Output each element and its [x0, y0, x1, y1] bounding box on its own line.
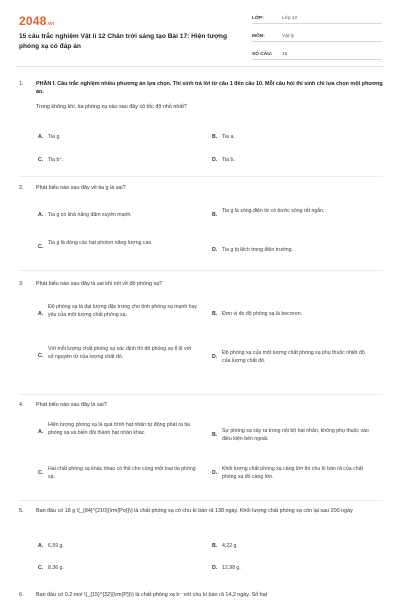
option-letter: C.: [38, 565, 44, 571]
question-separator: [19, 270, 383, 271]
option-c[interactable]: [38, 565, 198, 573]
question-separator: [19, 176, 383, 177]
question-4: [19, 401, 385, 409]
question-text: Trong không khí, tia phóng xạ nào sau đây có tốc độ nhỏ nhất?: [36, 103, 187, 110]
question-number: 3.: [19, 281, 24, 287]
option-c[interactable]: [38, 157, 198, 165]
question-1: [19, 80, 385, 111]
option-a[interactable]: [38, 422, 198, 437]
option-text: 6,59 g.: [48, 543, 64, 549]
question-separator: [19, 500, 383, 501]
option-text: Đơn vị đo độ phóng xạ là becơren.: [222, 311, 303, 317]
section-instructions: PHẦN I. Câu trắc nghiệm nhiều phương án lựa chọn. Thí sinh trả lời từ câu 1 đến câu 10. Mỗi câu hỏi thí sinh chỉ lựa chọn một phương án.: [36, 81, 383, 96]
option-letter: A.: [38, 429, 44, 435]
option-letter: C.: [38, 470, 44, 476]
meta-panel: [252, 13, 382, 67]
question-5: [19, 507, 385, 515]
meta-subject: [252, 31, 382, 42]
option-d[interactable]: [212, 565, 372, 573]
option-text: 4,22 g.: [222, 543, 238, 549]
question-number: 6.: [19, 592, 24, 598]
option-b[interactable]: [212, 208, 372, 216]
option-text: Tia g.: [48, 134, 61, 140]
option-text: Tia g là sóng điện từ có bước sóng rất ngắn.: [222, 208, 325, 214]
question-text: Phát biểu nào sau đây về tia g là sai?: [36, 185, 126, 191]
option-letter: D.: [212, 354, 218, 360]
question-text: Phát biểu nào sau đây là sai khi nói về độ phóng xạ?: [36, 281, 163, 287]
meta-class: [252, 13, 382, 24]
option-d[interactable]: [212, 350, 372, 365]
option-letter: D.: [212, 470, 218, 476]
option-text: Tia g bị lệch trong điện trường.: [222, 247, 293, 253]
option-letter: B.: [212, 134, 218, 140]
option-letter: B.: [212, 311, 218, 317]
question-6: [19, 591, 385, 599]
option-text: Tia a.: [222, 134, 235, 140]
option-letter: C.: [38, 353, 44, 359]
option-b[interactable]: [212, 134, 372, 142]
option-b[interactable]: [212, 311, 372, 319]
option-text: Hiện tượng phóng xạ là quá trình hạt nhân tự động phát ra tia phóng xạ và biến đổi thành hạt nhân khác.: [48, 422, 190, 436]
meta-value: 15: [282, 51, 288, 57]
option-c[interactable]: [38, 466, 198, 481]
question-number: 4.: [19, 402, 24, 408]
option-text: Với mỗi lượng chất phóng xạ xác định thì độ phóng xạ tỉ lệ với số nguyên tử của lượng chất đó.: [48, 346, 192, 360]
option-c[interactable]: [38, 240, 188, 248]
option-c[interactable]: [38, 346, 198, 361]
meta-value: Lớp 12: [282, 15, 298, 21]
option-text: Độ phóng xạ là đại lượng đặc trưng cho tính phóng xạ mạnh hay yếu của một lượng chất phóng xạ.: [48, 304, 198, 318]
option-d[interactable]: [212, 466, 377, 481]
option-text: Độ phóng xạ của một lượng chất phóng xạ phụ thuộc nhiệt độ của lượng chất đó.: [222, 350, 365, 364]
option-letter: A.: [38, 311, 44, 317]
meta-count: [252, 49, 382, 60]
question-3: [19, 280, 385, 288]
option-text: Hai chất phóng xạ khác nhau có thể cho cùng một loại tia phóng xạ.: [48, 466, 196, 480]
question-number: 1.: [19, 81, 24, 87]
option-text: Tia g là dòng các hạt photon năng lượng cao.: [48, 240, 153, 246]
option-letter: C.: [38, 157, 44, 163]
option-d[interactable]: [212, 157, 372, 165]
option-letter: D.: [212, 247, 218, 253]
meta-label: MÔN:: [252, 33, 265, 39]
option-text: Tia g có khả năng đâm xuyên mạnh.: [48, 212, 132, 218]
option-letter: A.: [38, 212, 44, 218]
option-b[interactable]: [212, 543, 372, 551]
question-number: 2.: [19, 185, 24, 191]
question-text: Ban đầu có 18 g \(_{84}^{210}{\rm{Po}}\) là chất phóng xạ có chu kì bán rã 138 ngày. Khối lượng chất phóng xạ còn lại sau 200 ngày: [36, 508, 353, 514]
option-letter: D.: [212, 157, 218, 163]
option-letter: B.: [212, 432, 218, 438]
option-d[interactable]: [212, 247, 372, 255]
header-divider: [15, 66, 385, 67]
option-text: Tia b.: [222, 157, 235, 163]
option-text: Khối lượng chất phóng xạ càng lớn thì chu kì bán rã của chất phóng xạ đó càng lớn.: [222, 466, 363, 480]
question-2: [19, 184, 385, 192]
option-a[interactable]: [38, 304, 198, 319]
option-letter: B.: [212, 543, 218, 549]
option-letter: A.: [38, 543, 44, 549]
meta-label: SỐ CÂU:: [252, 51, 273, 57]
question-separator: [19, 394, 383, 395]
question-number: 5.: [19, 508, 24, 514]
meta-value: Vật lý: [282, 33, 294, 39]
option-a[interactable]: [38, 543, 198, 551]
site-logo[interactable]: 2048.vn: [19, 14, 55, 28]
option-a[interactable]: [38, 134, 198, 142]
option-b[interactable]: [212, 428, 377, 443]
meta-label: LỚP:: [252, 15, 264, 21]
option-text: Tia b⁺.: [48, 157, 64, 163]
option-letter: C.: [38, 244, 44, 250]
option-letter: A.: [38, 134, 44, 140]
option-text: 8,36 g.: [48, 565, 64, 571]
option-a[interactable]: [38, 212, 198, 220]
question-text: Ban đầu có 0,2 mol \(_{15}^{32}{\rm{P}}\) là chất phóng xạ b⁻ với chu kì bán rã 14,2 ngày. Số hạt: [36, 592, 268, 598]
question-text: Phát biểu nào sau đây là sai?: [36, 402, 107, 408]
option-letter: B.: [212, 212, 218, 218]
option-letter: D.: [212, 565, 218, 571]
page-title: 15 câu trắc nghiệm Vật lí 12 Chân trời sáng tạo Bài 17: Hiện tượng phóng xạ có đáp án: [19, 33, 227, 50]
option-text: 12,98 g.: [222, 565, 241, 571]
option-text: Sự phóng xạ xảy ra trong nội bộ hạt nhân, không phụ thuộc vào điều kiện bên ngoài.: [222, 428, 369, 442]
